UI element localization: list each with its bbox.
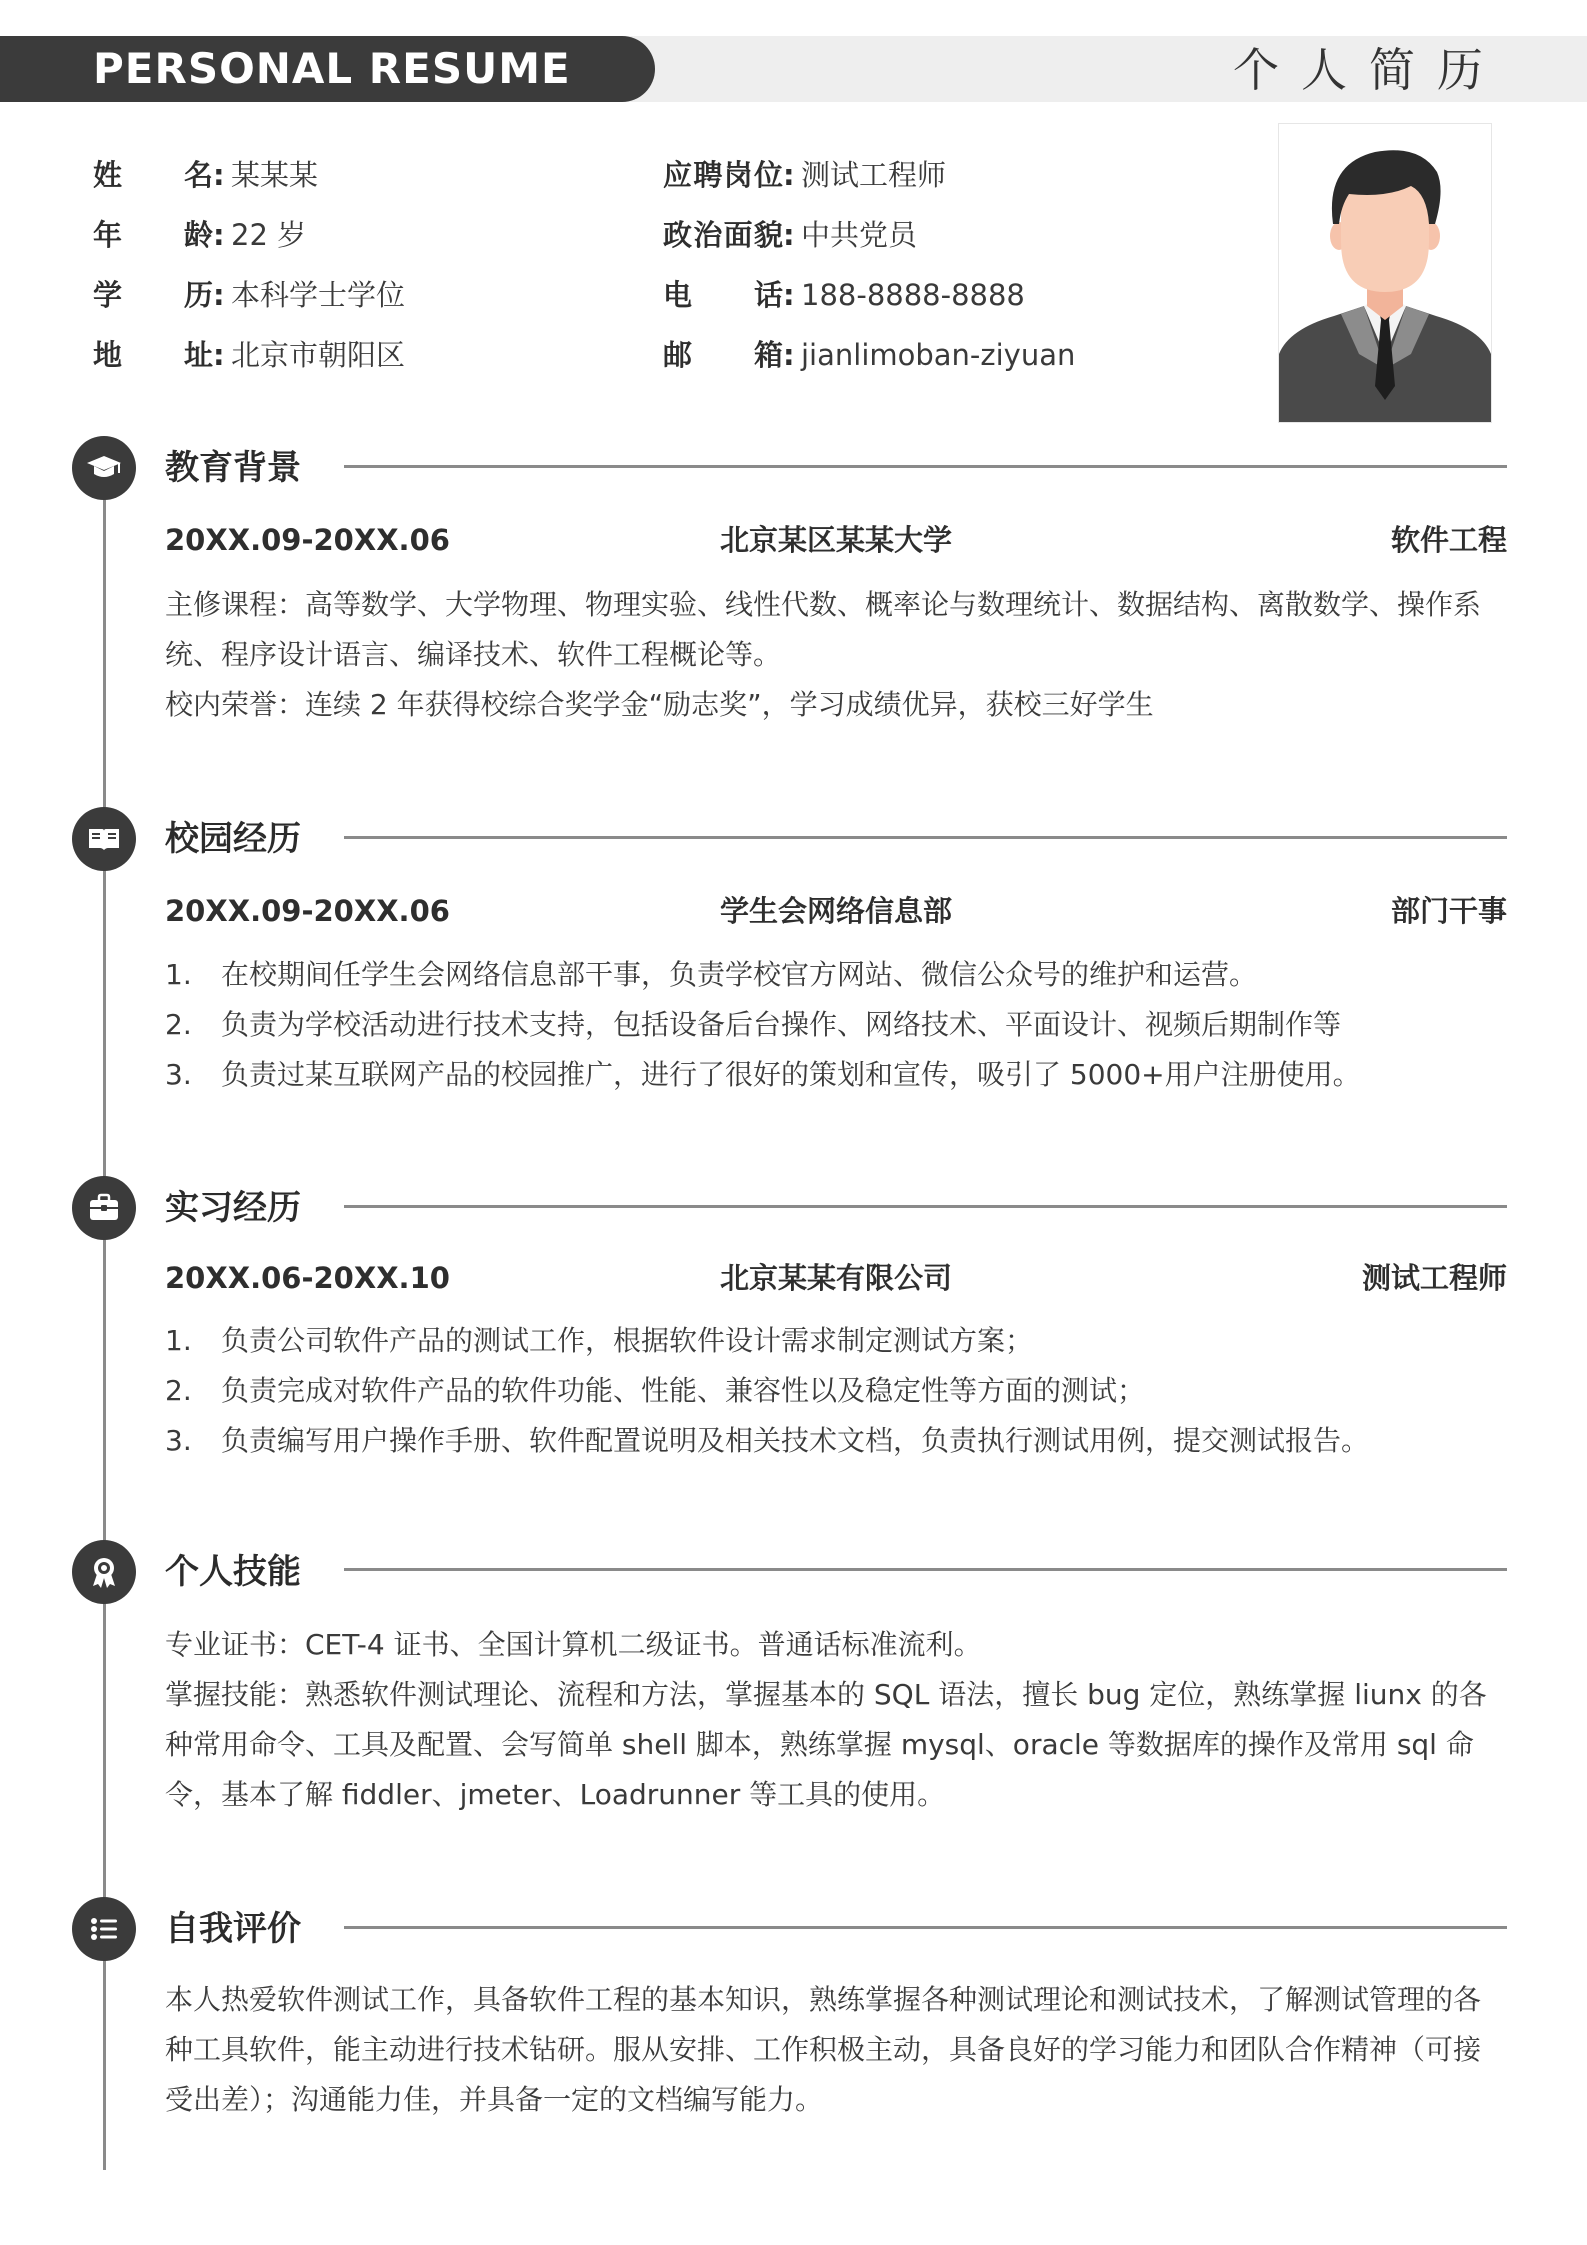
info-label: 地址 [93, 338, 213, 372]
info-value: 本科学士学位 [231, 278, 406, 312]
list-item [165, 1366, 1507, 1416]
internship-entry-header [165, 1257, 1507, 1299]
entry-organization: 学生会网络信息部 [719, 894, 952, 928]
skills-details [165, 1620, 1507, 1820]
section-title-self-evaluation: 自我评价 [165, 1909, 301, 1949]
info-position [663, 155, 946, 195]
info-colon: : [783, 278, 795, 312]
list-number: 2. [165, 1008, 192, 1041]
info-value: jianlimoban-ziyuan [801, 338, 1076, 372]
list-item [165, 1000, 1507, 1050]
entry-date: 20XX.09-20XX.06 [165, 523, 450, 557]
award-icon [72, 1540, 136, 1604]
list-number: 1. [165, 1324, 192, 1357]
info-label: 学历 [93, 278, 213, 312]
section-divider [344, 465, 1507, 468]
info-degree [93, 275, 405, 315]
info-colon: : [213, 218, 225, 252]
entry-date: 20XX.06-20XX.10 [165, 1261, 450, 1295]
entry-major: 软件工程 [1390, 523, 1507, 557]
list-number: 1. [165, 958, 192, 991]
internship-details [165, 1316, 1507, 1466]
honors-text: 校内荣誉：连续 2 年获得校综合奖学金“励志奖”，学习成绩优异，获校三好学生 [165, 688, 1154, 721]
info-label: 邮箱 [663, 338, 783, 372]
header-title-cn: 个人简历 [1233, 43, 1505, 97]
info-value: 中共党员 [801, 218, 918, 252]
info-value: 某某某 [231, 158, 319, 192]
info-label: 电话 [663, 278, 783, 312]
list-item [165, 1416, 1507, 1466]
entry-role: 部门干事 [1390, 894, 1507, 928]
info-phone [663, 275, 1025, 315]
info-colon: : [213, 278, 225, 312]
entry-company: 北京某某有限公司 [719, 1261, 952, 1295]
info-colon: : [783, 158, 795, 192]
avatar-illustration [1279, 124, 1491, 422]
info-colon: : [213, 158, 225, 192]
list-text: 在校期间任学生会网络信息部干事，负责学校官方网站、微信公众号的维护和运营。 [221, 958, 1258, 991]
info-political [663, 215, 917, 255]
certificates-text: 专业证书：CET-4 证书、全国计算机二级证书。普通话标准流利。 [165, 1628, 982, 1661]
self-evaluation-details [165, 1975, 1507, 2125]
section-title-skills: 个人技能 [165, 1552, 301, 1592]
info-address [93, 335, 405, 375]
campus-details [165, 950, 1507, 1100]
info-colon: : [783, 218, 795, 252]
header-title-en: PERSONAL RESUME [93, 44, 571, 93]
courses-text: 主修课程：高等数学、大学物理、物理实验、线性代数、概率论与数理统计、数据结构、离散数学、操作系统、程序设计语言、编译技术、软件工程概论等。 [165, 588, 1482, 671]
list-icon [72, 1897, 136, 1961]
entry-date: 20XX.09-20XX.06 [165, 894, 450, 928]
entry-role: 测试工程师 [1361, 1261, 1507, 1295]
list-text: 负责为学校活动进行技术支持，包括设备后台操作、网络技术、平面设计、视频后期制作等 [221, 1008, 1342, 1041]
section-divider [344, 1926, 1507, 1929]
list-number: 2. [165, 1374, 192, 1407]
section-title-campus: 校园经历 [165, 819, 301, 859]
info-label: 年龄 [93, 218, 213, 252]
entry-school: 北京某区某某大学 [719, 523, 952, 557]
campus-entry-header [165, 890, 1507, 932]
list-text: 负责完成对软件产品的软件功能、性能、兼容性以及稳定性等方面的测试； [221, 1374, 1146, 1407]
list-text: 负责过某互联网产品的校园推广，进行了很好的策划和宣传，吸引了 5000+用户注册使用。 [221, 1058, 1361, 1091]
info-name [93, 155, 318, 195]
info-value: 测试工程师 [801, 158, 947, 192]
info-value: 22 岁 [231, 218, 307, 252]
education-entry-header [165, 519, 1507, 561]
self-evaluation-text: 本人热爱软件测试工作，具备软件工程的基本知识，熟练掌握各种测试理论和测试技术，了解测试管理的各种工具软件，能主动进行技术钻研。服从安排、工作积极主动，具备良好的学习能力和团队合作精神（可接受出差）；沟通能力佳，并具备一定的文档编写能力。 [165, 1983, 1482, 2116]
list-text: 负责公司软件产品的测试工作，根据软件设计需求制定测试方案； [221, 1324, 1034, 1357]
section-divider [344, 1205, 1507, 1208]
briefcase-icon [72, 1176, 136, 1240]
list-item [165, 950, 1507, 1000]
info-colon: : [783, 338, 795, 372]
section-title-education: 教育背景 [165, 448, 301, 488]
list-item [165, 1050, 1507, 1100]
section-divider [344, 1568, 1507, 1571]
info-value: 北京市朝阳区 [231, 338, 406, 372]
info-label: 政治面貌 [663, 218, 783, 252]
info-colon: : [213, 338, 225, 372]
list-text: 负责编写用户操作手册、软件配置说明及相关技术文档，负责执行测试用例，提交测试报告。 [221, 1424, 1370, 1457]
book-icon [72, 807, 136, 871]
info-label: 姓名 [93, 158, 213, 192]
skills-text: 掌握技能：熟悉软件测试理论、流程和方法，掌握基本的 SQL 语法，擅长 bug 定位，熟练掌握 liunx 的各种常用命令、工具及配置、会写简单 shell 脚本，熟练掌握 mysql、oracle 等数据库的操作及常用 sql 命令，基本了解 fiddler、jmeter、Loadrunner 等工具的使用。 [165, 1678, 1487, 1811]
info-value: 188-8888-8888 [801, 278, 1025, 312]
section-title-internship: 实习经历 [165, 1188, 301, 1228]
education-details [165, 580, 1507, 730]
list-number: 3. [165, 1424, 192, 1457]
profile-photo [1278, 123, 1492, 423]
list-item [165, 1316, 1507, 1366]
info-age [93, 215, 306, 255]
info-email [663, 335, 1075, 375]
graduation-cap-icon [72, 436, 136, 500]
section-divider [344, 836, 1507, 839]
list-number: 3. [165, 1058, 192, 1091]
info-label: 应聘岗位 [663, 158, 783, 192]
